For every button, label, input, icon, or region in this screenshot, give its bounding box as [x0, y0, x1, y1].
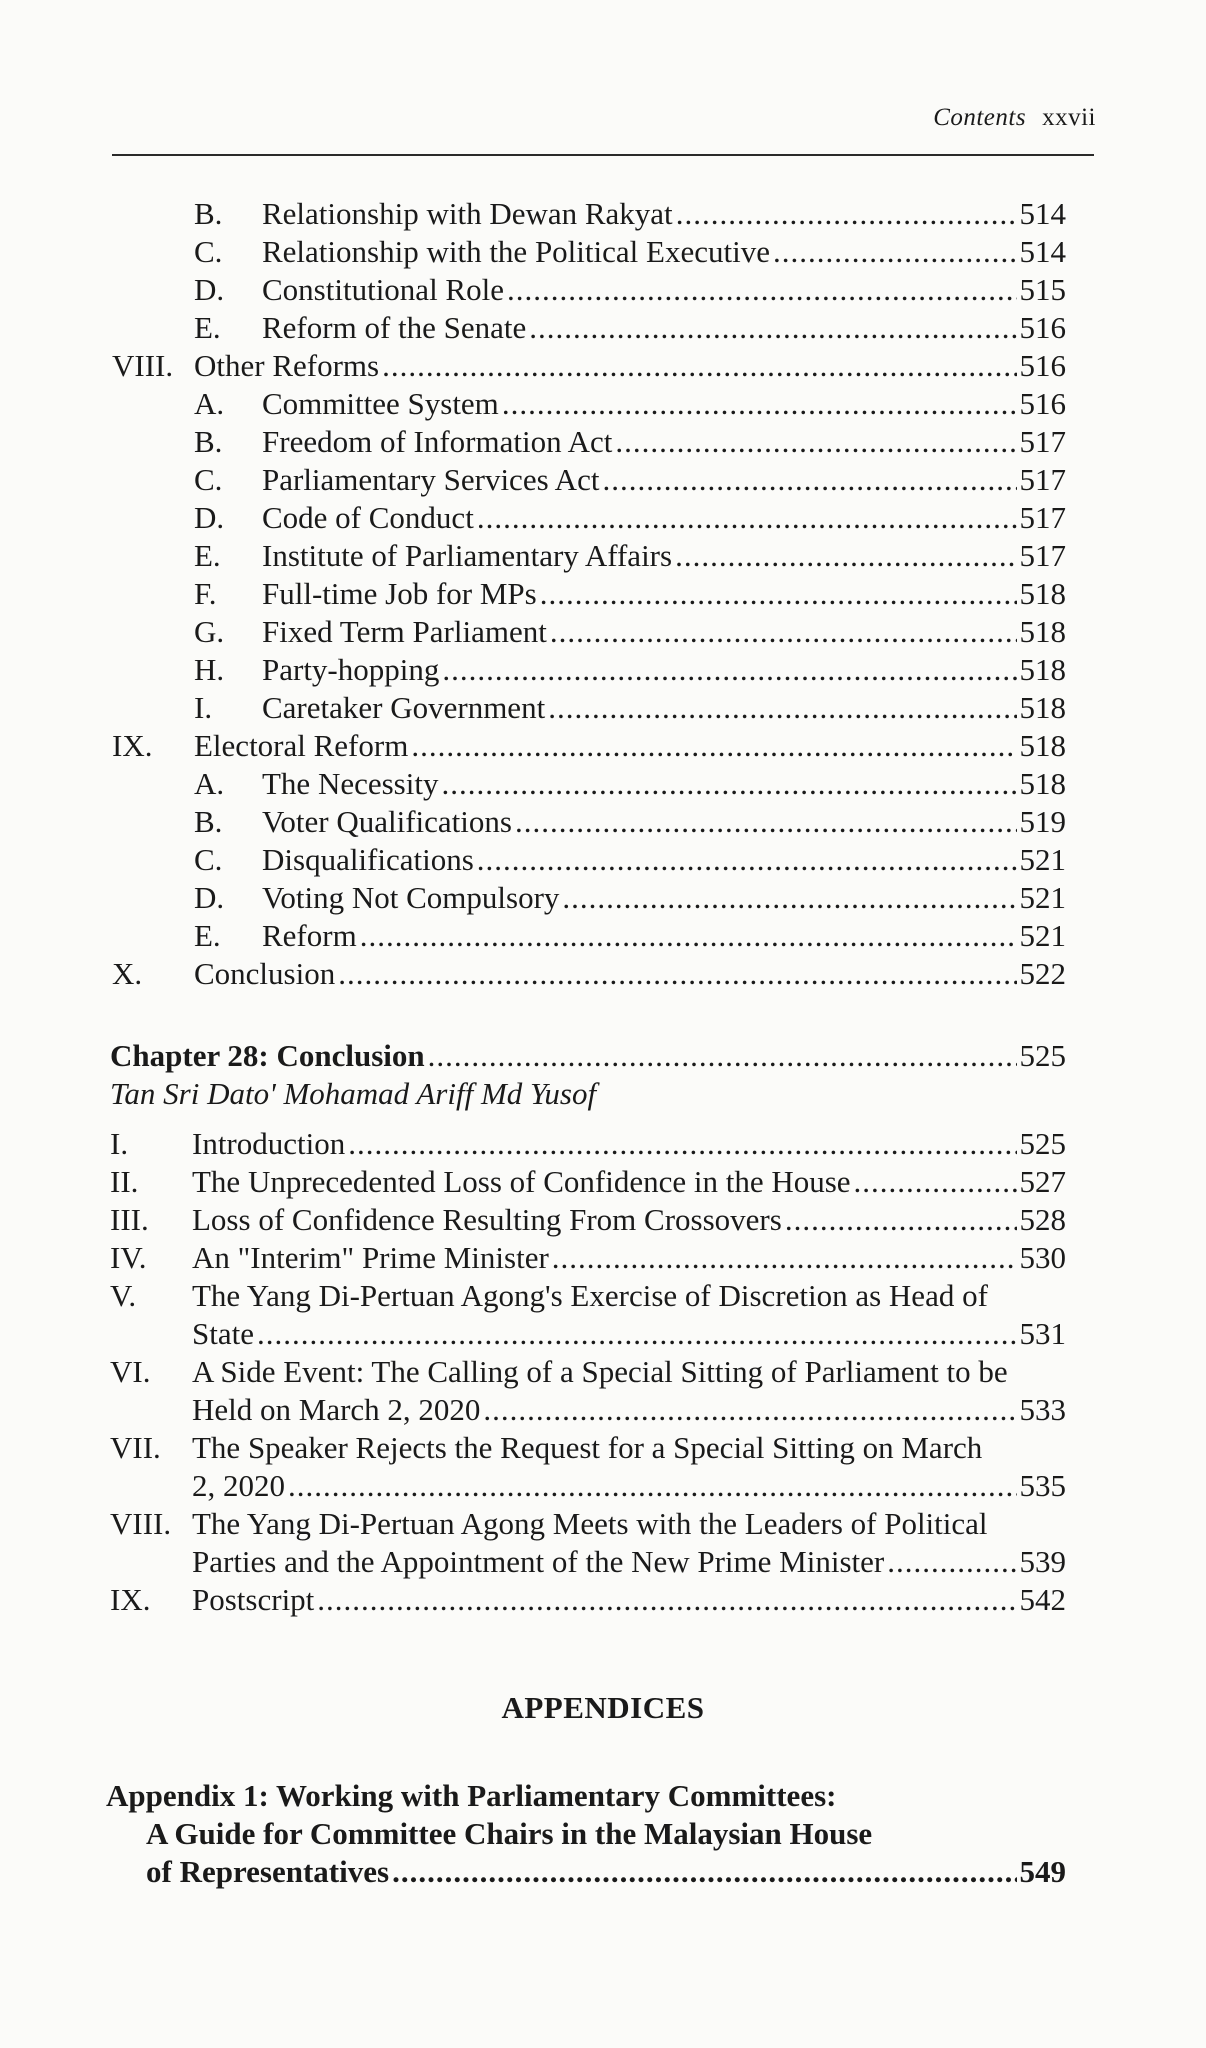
- toc-entry[interactable]: D. Code of Conduct ..... 517: [194, 500, 1066, 536]
- toc-entry-title: The Necessity: [262, 766, 439, 801]
- toc-entry-page: 518: [1019, 576, 1066, 611]
- toc-entry-page: 527: [1019, 1164, 1066, 1199]
- appendix-title-line: of Representatives: [146, 1854, 390, 1889]
- toc-entry-continuation[interactable]: [192, 1544, 1066, 1580]
- toc-entry-first-line[interactable]: VIII. The Yang Di-Pertuan Agong Meets with the Leaders of Political: [110, 1506, 988, 1541]
- toc-entry-page: 519: [1019, 804, 1066, 839]
- toc-entry-page: 517: [1019, 500, 1066, 535]
- toc-entry-page: 516: [1019, 348, 1066, 383]
- leader-dots: [615, 424, 1016, 460]
- toc-entry-page: 521: [1019, 880, 1066, 915]
- toc-entry[interactable]: B. Voter Qualifications ..... 519: [194, 804, 1066, 840]
- toc-entry-page: 515: [1019, 272, 1066, 307]
- toc-entry-page: 521: [1019, 918, 1066, 953]
- toc-entry-page: 521: [1019, 842, 1066, 877]
- toc-entry-title: Institute of Parliamentary Affairs: [262, 538, 673, 573]
- toc-entry[interactable]: D. Constitutional Role ..... 515: [194, 272, 1066, 308]
- toc-entry-title: An "Interim" Prime Minister: [192, 1240, 549, 1275]
- toc-entry-title: Reform: [262, 918, 357, 953]
- header-section: Contents: [933, 104, 1027, 131]
- toc-entry-title: Relationship with the Political Executive: [262, 234, 770, 269]
- toc-entry-title: The Yang Di-Pertuan Agong's Exercise of Discretion as Head of: [192, 1278, 988, 1313]
- toc-entry-continuation[interactable]: [192, 1316, 1066, 1352]
- toc-entry[interactable]: C. Parliamentary Services Act ..... 517: [194, 462, 1066, 498]
- leader-dots: [515, 804, 1017, 840]
- chapter-author: Tan Sri Dato' Mohamad Ariff Md Yusof: [110, 1076, 597, 1111]
- leader-dots: [676, 196, 1017, 232]
- toc-entry[interactable]: H. Party-hopping ..... 518: [194, 652, 1066, 688]
- chapter-title: Chapter 28: Conclusion: [110, 1038, 425, 1073]
- toc-entry[interactable]: E. Reform ..... 521: [194, 918, 1066, 954]
- toc-entry-title: 2, 2020: [192, 1468, 285, 1503]
- toc-entry-title: Electoral Reform: [194, 728, 409, 763]
- toc-entry-title: Voter Qualifications: [262, 804, 512, 839]
- leader-dots: [562, 880, 1016, 916]
- toc-entry[interactable]: D. Voting Not Compulsory ..... 521: [194, 880, 1066, 916]
- toc-entry[interactable]: F. Full-time Job for MPs ..... 518: [194, 576, 1066, 612]
- appendix-title-line[interactable]: Appendix 1: Working with Parliamentary Committees:: [106, 1778, 837, 1813]
- toc-entry-title: Introduction: [192, 1126, 346, 1161]
- toc-entry-title: Relationship with Dewan Rakyat: [262, 196, 673, 231]
- chapter-entry[interactable]: [110, 1038, 1066, 1074]
- toc-entry-page: 518: [1019, 728, 1066, 763]
- leader-dots: [317, 1582, 1016, 1618]
- toc-entry-page: 535: [1019, 1468, 1066, 1503]
- leader-dots: [348, 1126, 1016, 1162]
- toc-entry-page: 518: [1019, 690, 1066, 725]
- toc-entry[interactable]: IX. Postscript ..... 542: [110, 1582, 1066, 1618]
- toc-entry-page: 539: [1019, 1544, 1066, 1579]
- toc-entry-title: Caretaker Government: [262, 690, 546, 725]
- running-header: [933, 104, 1096, 132]
- toc-entry-page: 518: [1019, 766, 1066, 801]
- leader-dots: [411, 728, 1016, 764]
- header-page-number: xxvii: [1042, 104, 1096, 131]
- toc-entry-title: Other Reforms: [194, 348, 380, 383]
- toc-entry-title: Held on March 2, 2020: [192, 1392, 481, 1427]
- toc-entry[interactable]: B. Freedom of Information Act ..... 517: [194, 424, 1066, 460]
- toc-entry[interactable]: IV. An "Interim" Prime Minister ..... 530: [110, 1240, 1066, 1276]
- toc-section-entry[interactable]: X. Conclusion ..... 522: [112, 956, 1066, 992]
- leader-dots: [428, 1038, 1017, 1074]
- toc-entry-page: 518: [1019, 652, 1066, 687]
- toc-entry[interactable]: III. Loss of Confidence Resulting From Crossovers ..... 528: [110, 1202, 1066, 1238]
- toc-entry-page: 514: [1019, 234, 1066, 269]
- leader-dots: [529, 310, 1016, 346]
- toc-entry[interactable]: C. Relationship with the Political Executive ..... 514: [194, 234, 1066, 270]
- appendix-entry[interactable]: [146, 1854, 1066, 1890]
- toc-entry-page: 517: [1019, 462, 1066, 497]
- header-rule: [112, 154, 1094, 156]
- toc-entry[interactable]: E. Reform of the Senate ..... 516: [194, 310, 1066, 346]
- toc-entry-title: A Side Event: The Calling of a Special Sitting of Parliament to be: [192, 1354, 1008, 1389]
- toc-entry-title: Code of Conduct: [262, 500, 474, 535]
- toc-entry-page: 533: [1019, 1392, 1066, 1427]
- toc-entry-title: The Unprecedented Loss of Confidence in the House: [192, 1164, 851, 1199]
- leader-dots: [773, 234, 1017, 270]
- toc-entry-title: Party-hopping: [262, 652, 440, 687]
- toc-entry-page: 518: [1019, 614, 1066, 649]
- leader-dots: [602, 462, 1016, 498]
- toc-section-entry[interactable]: VIII. Other Reforms ..... 516: [112, 348, 1066, 384]
- leader-dots: [552, 1240, 1017, 1276]
- toc-entry[interactable]: I. Introduction ..... 525: [110, 1126, 1066, 1162]
- leader-dots: [360, 918, 1017, 954]
- toc-entry-page: 525: [1019, 1126, 1066, 1161]
- toc-entry-title: Disqualifications: [262, 842, 474, 877]
- leader-dots: [382, 348, 1016, 384]
- leader-dots: [477, 842, 1017, 878]
- toc-entry[interactable]: I. Caretaker Government ..... 518: [194, 690, 1066, 726]
- toc-entry[interactable]: G. Fixed Term Parliament ..... 518: [194, 614, 1066, 650]
- toc-entry-first-line[interactable]: VII. The Speaker Rejects the Request for a Special Sitting on March: [110, 1430, 983, 1465]
- toc-entry-page: 522: [1019, 956, 1066, 991]
- toc-entry-page: 530: [1019, 1240, 1066, 1275]
- toc-entry-title: The Yang Di-Pertuan Agong Meets with the Leaders of Political: [192, 1506, 988, 1541]
- toc-entry[interactable]: B. Relationship with Dewan Rakyat ..... 514: [194, 196, 1066, 232]
- toc-entry-page: 516: [1019, 386, 1066, 421]
- toc-entry-title: The Speaker Rejects the Request for a Special Sitting on March: [192, 1430, 983, 1465]
- leader-dots: [502, 386, 1017, 422]
- toc-entry-title: Fixed Term Parliament: [262, 614, 547, 649]
- toc-entry[interactable]: A. The Necessity ..... 518: [194, 766, 1066, 802]
- toc-entry[interactable]: E. Institute of Parliamentary Affairs ..... 517: [194, 538, 1066, 574]
- toc-entry-continuation[interactable]: [192, 1468, 1066, 1504]
- toc-entry-title: Parliamentary Services Act: [262, 462, 600, 497]
- toc-entry-page: 525: [1019, 1038, 1066, 1073]
- toc-entry-page: 549: [1019, 1854, 1066, 1889]
- toc-entry-title: Conclusion: [194, 956, 336, 991]
- leader-dots: [550, 614, 1017, 650]
- leader-dots: [477, 500, 1017, 536]
- leader-dots: [540, 576, 1017, 612]
- toc-entry[interactable]: C. Disqualifications ..... 521: [194, 842, 1066, 878]
- leader-dots: [507, 272, 1017, 308]
- appendices-heading: APPENDICES: [501, 1690, 705, 1725]
- toc-entry-page: 517: [1019, 538, 1066, 573]
- leader-dots: [338, 956, 1016, 992]
- leader-dots: [441, 766, 1016, 802]
- leader-dots: [392, 1854, 1016, 1890]
- toc-entry-page: 542: [1019, 1582, 1066, 1617]
- appendix-title-line[interactable]: A Guide for Committee Chairs in the Malaysian House: [146, 1816, 873, 1851]
- toc-entry-title: Full-time Job for MPs: [262, 576, 537, 611]
- leader-dots: [887, 1544, 1016, 1580]
- toc-entry-title: Freedom of Information Act: [262, 424, 613, 459]
- toc-entry[interactable]: II. The Unprecedented Loss of Confidence in the House ..... 527: [110, 1164, 1066, 1200]
- leader-dots: [483, 1392, 1016, 1428]
- toc-entry-title: Postscript: [192, 1582, 315, 1617]
- leader-dots: [548, 690, 1016, 726]
- toc-entry-title: Loss of Confidence Resulting From Crossovers: [192, 1202, 782, 1237]
- toc-entry-page: 528: [1019, 1202, 1066, 1237]
- toc-section-entry[interactable]: IX. Electoral Reform ..... 518: [112, 728, 1066, 764]
- leader-dots: [675, 538, 1016, 574]
- toc-entry-page: 514: [1019, 196, 1066, 231]
- toc-entry-title: State: [192, 1316, 254, 1351]
- leader-dots: [854, 1164, 1017, 1200]
- toc-entry-title: Reform of the Senate: [262, 310, 527, 345]
- toc-entry-first-line[interactable]: VI. A Side Event: The Calling of a Special Sitting of Parliament to be: [110, 1354, 1008, 1389]
- leader-dots: [257, 1316, 1017, 1352]
- toc-entry-page: 516: [1019, 310, 1066, 345]
- toc-entry-title: Voting Not Compulsory: [262, 880, 560, 915]
- toc-entry-first-line[interactable]: V. The Yang Di-Pertuan Agong's Exercise of Discretion as Head of: [110, 1278, 988, 1313]
- toc-entry-page: 517: [1019, 424, 1066, 459]
- toc-entry[interactable]: A. Committee System ..... 516: [194, 386, 1066, 422]
- leader-dots: [785, 1202, 1017, 1238]
- toc-entry-page: 531: [1019, 1316, 1066, 1351]
- toc-entry-continuation[interactable]: [192, 1392, 1066, 1428]
- toc-entry-title: Committee System: [262, 386, 499, 421]
- leader-dots: [442, 652, 1016, 688]
- toc-entry-title: Parties and the Appointment of the New Prime Minister: [192, 1544, 885, 1579]
- leader-dots: [288, 1468, 1017, 1504]
- toc-entry-title: Constitutional Role: [262, 272, 504, 307]
